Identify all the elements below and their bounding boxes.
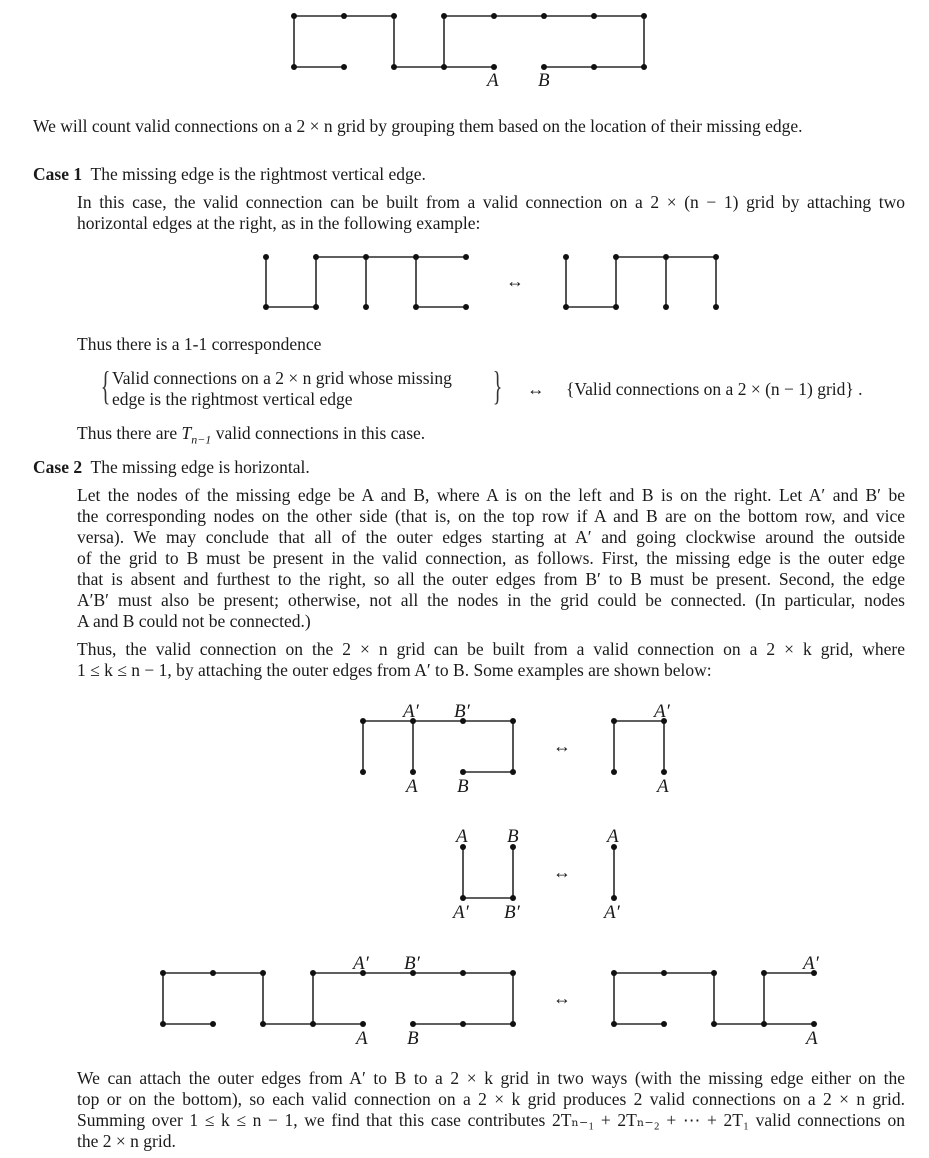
case2-para2-line2: 1 ≤ k ≤ n − 1, by attaching the outer edges from A′ to B. Some examples are shown below: bbox=[77, 660, 712, 680]
case2-para2-line1: Thus, the valid connection on the 2 × n grid can be built from a valid connection on a 2 × k grid, where bbox=[77, 639, 905, 659]
correspondence-arrow: ↔ bbox=[553, 988, 571, 1008]
node-label-A-prime: A′ bbox=[654, 701, 670, 722]
node-label-A-prime: A′ bbox=[803, 953, 819, 974]
case2-para1-line1: Let the nodes of the missing edge be A and B, where A is on the left and B is on the right. Let A′ and B′ be bbox=[77, 485, 905, 505]
T-symbol: T bbox=[181, 423, 192, 443]
T-subscript: n−1 bbox=[191, 432, 212, 447]
node-label-B: B bbox=[507, 826, 519, 847]
case2-example3-left-grid bbox=[160, 953, 516, 1049]
case2-para1-line2: the corresponding nodes on the other side (that is, on the top row if A and B are on the bottom row, and vice bbox=[77, 506, 905, 526]
set-correspondence-arrow: ↔ bbox=[527, 379, 545, 399]
case1-left-grid bbox=[263, 254, 469, 310]
case2-para1-line6: A′B′ must also be present; otherwise, not all the nodes in the grid could be connected. (In particular, nodes bbox=[77, 590, 905, 610]
node-label-A-prime: A′ bbox=[403, 701, 419, 722]
case2-example1-left-grid bbox=[360, 701, 516, 797]
node-label-B-prime: B′ bbox=[504, 902, 520, 923]
case1-conclusion bbox=[77, 423, 425, 451]
right-brace: } bbox=[492, 363, 503, 408]
left-brace: { bbox=[100, 363, 111, 408]
node-label-A: A bbox=[406, 776, 418, 797]
case2-para3-line2: top or on the bottom), so each valid connection on a 2 × k grid produces 2 valid connections on a 2 × n grid. bbox=[77, 1089, 905, 1109]
node-label-A: A bbox=[356, 1028, 368, 1049]
conclusion-text-end: valid connections in this case. bbox=[211, 423, 426, 443]
node-label-A: A bbox=[806, 1028, 818, 1049]
case2-example3-right-grid bbox=[611, 953, 820, 1049]
set-left-line2: edge is the rightmost vertical edge bbox=[112, 389, 353, 409]
case2-title: The missing edge is horizontal. bbox=[90, 457, 310, 477]
case2-para3-line4: the 2 × n grid. bbox=[77, 1131, 176, 1151]
set-left-line1: Valid connections on a 2 × n grid whose missing bbox=[112, 368, 452, 388]
case1-paragraph-line1: In this case, the valid connection can be built from a valid connection on a 2 × (n − 1) grid by attaching two bbox=[77, 192, 905, 212]
node-label-B-prime: B′ bbox=[454, 701, 470, 722]
case2-para1-line7: A and B could not be connected.) bbox=[77, 611, 311, 631]
case2-para1-line3: versa). We may conclude that all of the outer edges starting at A′ and going clockwise around the outside bbox=[77, 527, 905, 547]
case2-label: Case 2 bbox=[33, 457, 83, 477]
node-label-A: A bbox=[456, 826, 468, 847]
node-label-A-prime: A′ bbox=[453, 902, 469, 923]
grid-nodes bbox=[291, 13, 647, 70]
node-label-B: B bbox=[538, 70, 550, 91]
node-label-A: A bbox=[607, 826, 619, 847]
case1-title: The missing edge is the rightmost vertical edge. bbox=[90, 164, 426, 184]
case2-example1-right-grid bbox=[611, 701, 671, 797]
node-label-B-prime: B′ bbox=[404, 953, 420, 974]
node-label-A-prime: A′ bbox=[353, 953, 369, 974]
case2-heading bbox=[33, 457, 310, 478]
intro-paragraph: We will count valid connections on a 2 × n grid by grouping them based on the location of their missing edge. bbox=[33, 116, 803, 136]
case2-para3-line1: We can attach the outer edges from A′ to B to a 2 × k grid in two ways (with the missing edge either on the bbox=[77, 1068, 905, 1088]
case2-para1-line5: that is absent and furthest to the right, so all the outer edges from B′ to B must be present. Second, the edge bbox=[77, 569, 905, 589]
case1-right-grid bbox=[563, 254, 719, 310]
correspondence-arrow: ↔ bbox=[553, 862, 571, 882]
case2-example2-left-grid bbox=[451, 826, 521, 923]
node-label-B: B bbox=[457, 776, 469, 797]
case1-paragraph-line2: horizontal edges at the right, as in the following example: bbox=[77, 213, 481, 233]
case2-para1-line4: of the grid to B must be present in the valid connection, as follows. First, the missing edge is the outer edge bbox=[77, 548, 905, 568]
correspondence-arrow: ↔ bbox=[506, 271, 524, 291]
correspondence-intro: Thus there is a 1-1 correspondence bbox=[77, 334, 322, 354]
case2-example2-right-grid bbox=[602, 826, 621, 923]
node-label-A: A bbox=[487, 70, 499, 91]
node-label-A: A bbox=[657, 776, 669, 797]
case1-heading bbox=[33, 164, 426, 185]
set-right: {Valid connections on a 2 × (n − 1) grid} . bbox=[566, 379, 863, 399]
conclusion-text: Thus there are bbox=[77, 423, 182, 443]
node-label-B: B bbox=[407, 1028, 419, 1049]
node-label-A-prime: A′ bbox=[604, 902, 620, 923]
case2-para3-line3: Summing over 1 ≤ k ≤ n − 1, we find that this case contributes 2Tₙ₋₁ + 2Tₙ₋₂ + ⋯ + 2T₁ valid connections on bbox=[77, 1110, 905, 1130]
top-grid-diagram bbox=[291, 13, 647, 91]
correspondence-arrow: ↔ bbox=[553, 736, 571, 756]
case1-label: Case 1 bbox=[33, 164, 83, 184]
